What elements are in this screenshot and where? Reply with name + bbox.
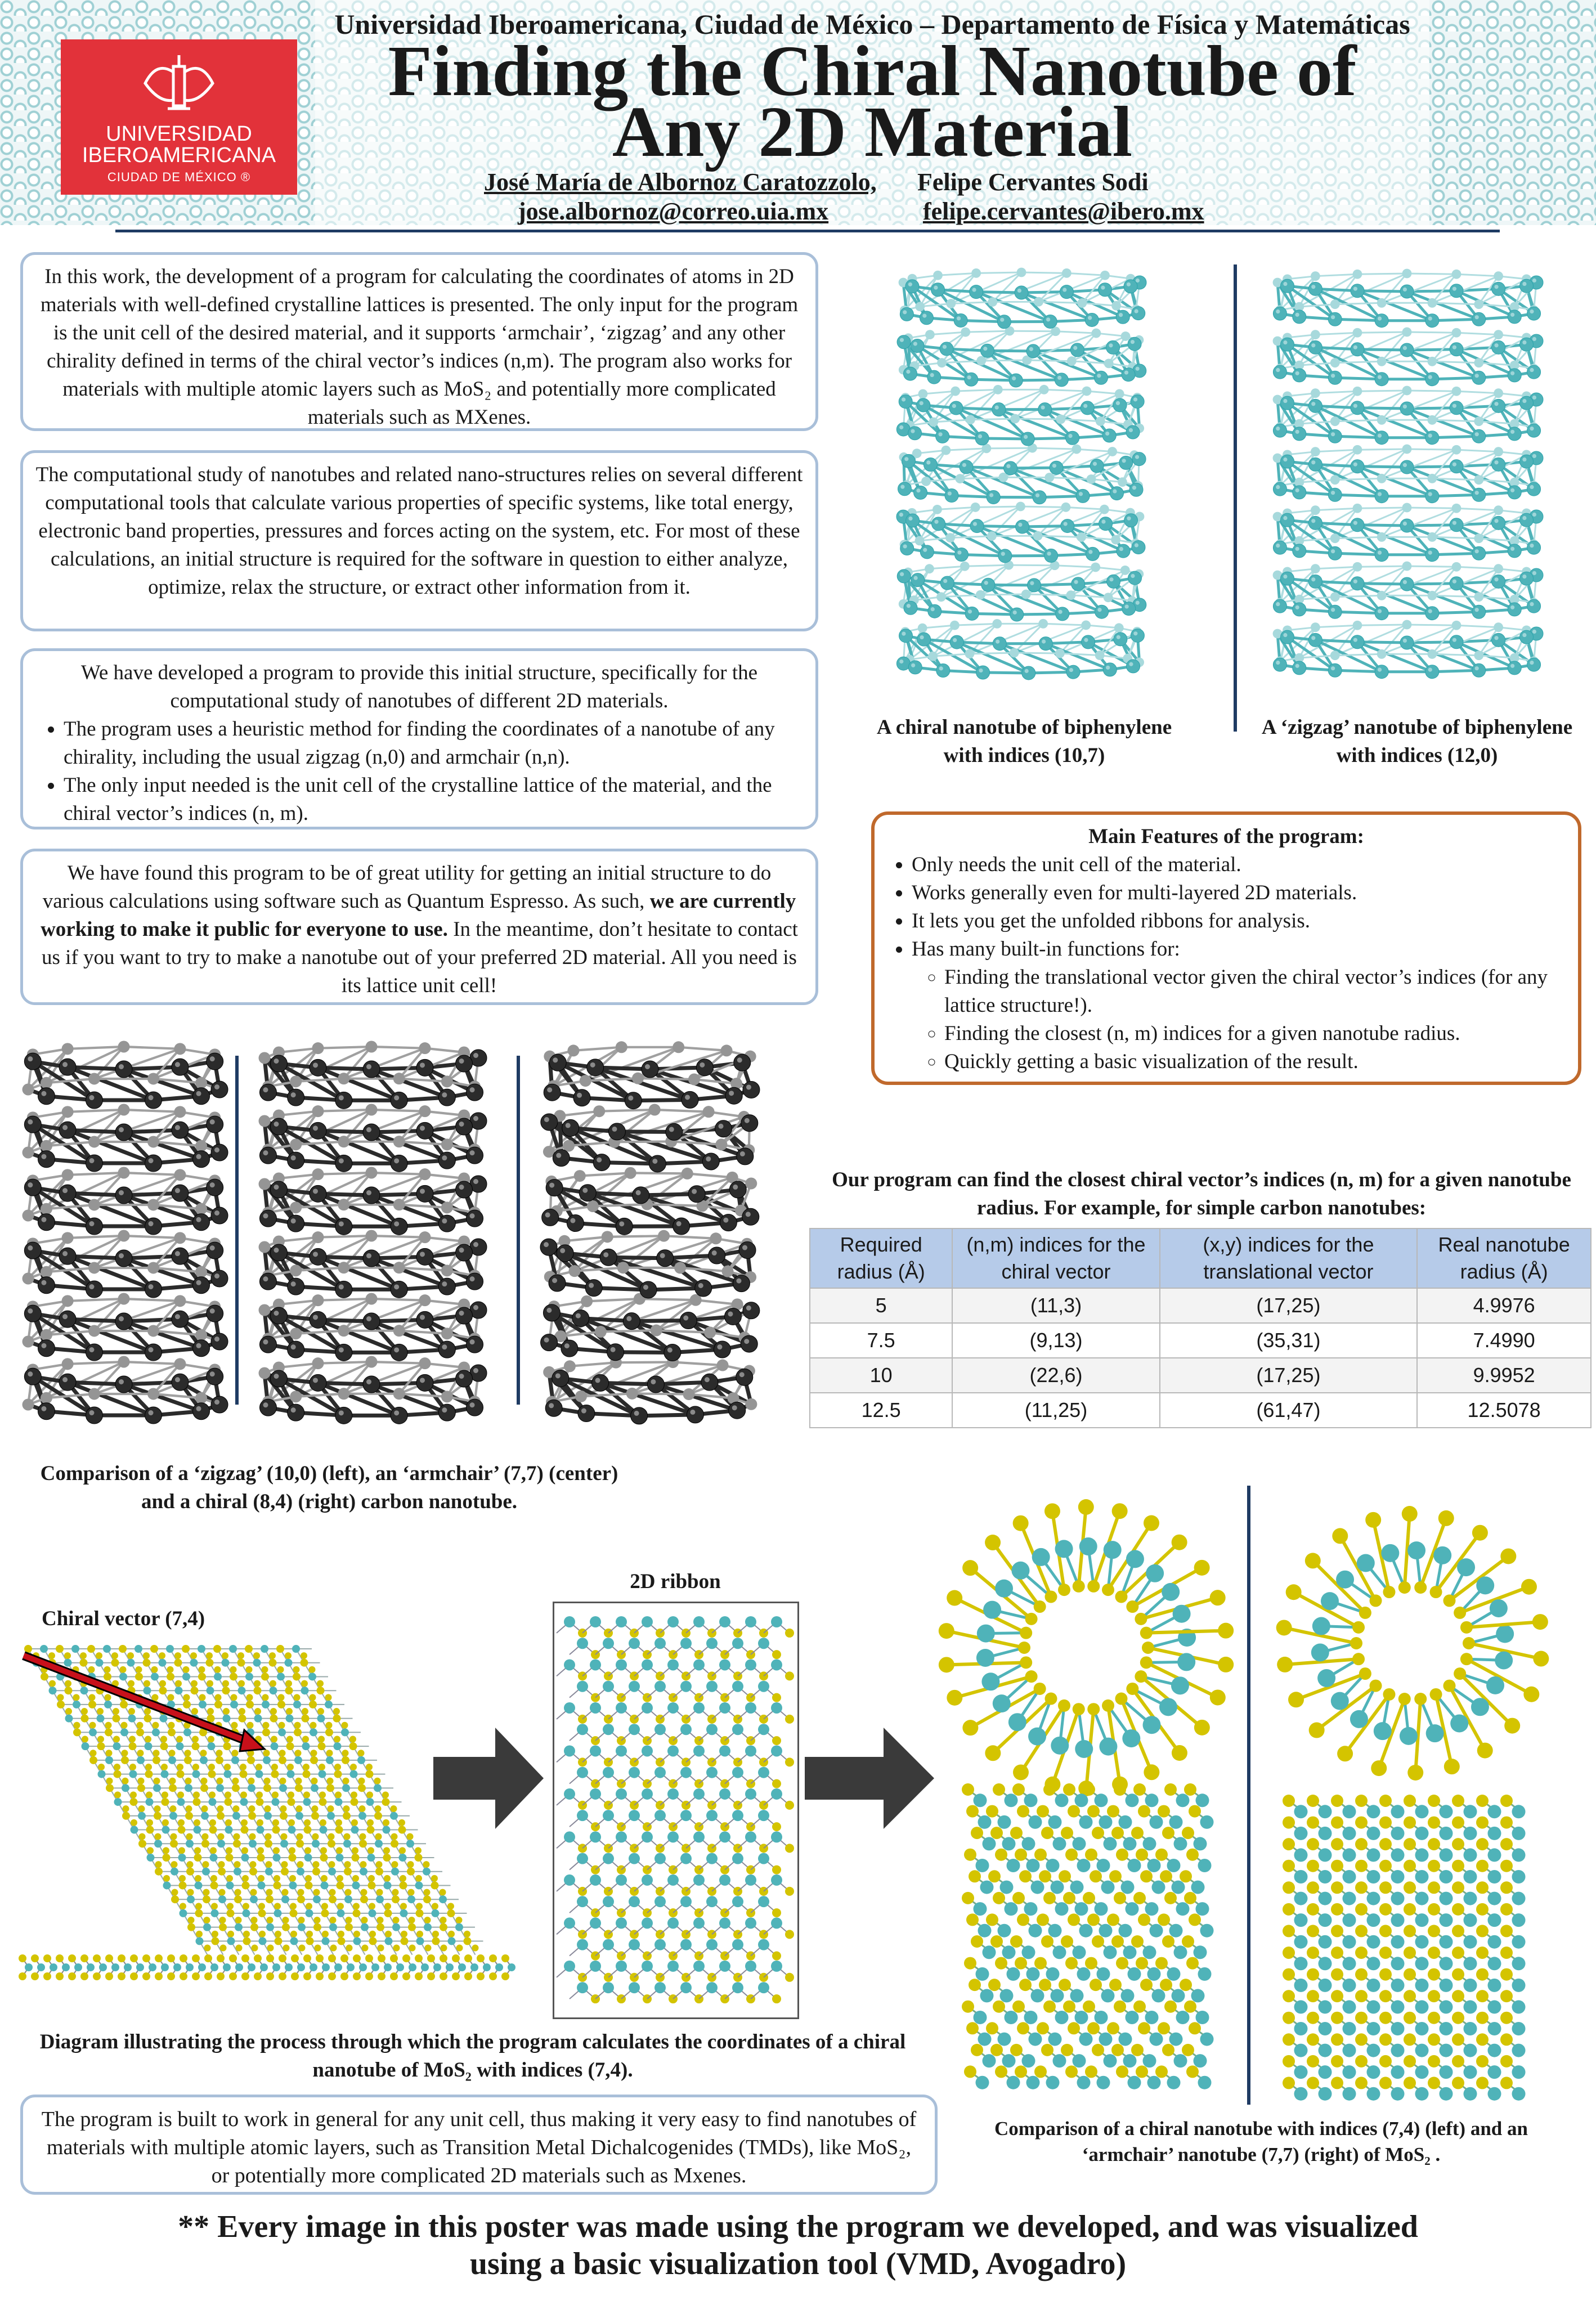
utility-box bbox=[20, 849, 818, 1005]
title-line-1: Finding the Chiral Nanotube of bbox=[388, 31, 1357, 111]
mos2-armchair-side-view-image bbox=[1277, 1790, 1542, 2105]
author-2-email[interactable]: felipe.cervantes@ibero.mx bbox=[923, 198, 1204, 225]
table-cell: (11,3) bbox=[952, 1288, 1159, 1323]
feature-item-2: • Works generally even for multi-layered 2D materials. bbox=[912, 879, 1564, 907]
features-title: Main Features of the program: bbox=[1088, 825, 1364, 848]
table-cell: 10 bbox=[810, 1358, 952, 1393]
feature-subitem-1: ◦ Finding the translational vector given the chiral vector’s indices (for any lattice structure!). bbox=[944, 963, 1564, 1020]
feature-item-4: • Has many built-in functions for: bbox=[912, 935, 1564, 963]
table-header-cell: Required radius (Å) bbox=[810, 1228, 952, 1288]
table-cell: 7.5 bbox=[810, 1323, 952, 1358]
feature-subitem-2: ◦ Finding the closest (n, m) indices for a given nanotube radius. bbox=[944, 1020, 1564, 1048]
footer-line-2: using a basic visualization tool (VMD, Avogadro) bbox=[469, 2246, 1127, 2281]
footer-note bbox=[23, 2208, 1573, 2282]
chiral-vector-label: Chiral vector (7,4) bbox=[42, 1607, 205, 1630]
table-cell: 4.9976 bbox=[1417, 1288, 1591, 1323]
program-bullet-1: • The program uses a heuristic method for finding the coordinates of a nanotube of any chirality, including the usual zigzag (n,0) and armchair (n,n). bbox=[64, 715, 803, 772]
motivation-box bbox=[20, 450, 818, 631]
table-cell: (17,25) bbox=[1160, 1288, 1418, 1323]
mos2-lattice-sheet-image bbox=[17, 1626, 495, 1998]
utility-text-bold: we are currently working to make it public for everyone to use. bbox=[41, 890, 796, 941]
motivation-text: The computational study of nanotubes and related nano-structures relies on several different computational tools that calculate various properties of specific systems, like total energy, electronic band properties, pressures and forces acting on the system, etc. For most of these calculations, an initial structure is required for the software in question to either analyze, optimize, relax the structure, or extract other information from it. bbox=[35, 463, 803, 599]
author-2-name: Felipe Cervantes Sodi bbox=[917, 168, 1149, 196]
utility-text-after: In the meantime, don’t hesitate to contact us if you want to try to make a nanotube out of your preferred 2D material. All you need is its lattice unit cell! bbox=[42, 918, 798, 997]
mos2-caption: Comparison of a chiral nanotube with indices (7,4) (left) and an ‘armchair’ nanotube (7,7) (right) of MoS₂ . bbox=[994, 2118, 1528, 2165]
process-caption: Diagram illustrating the process through which the program calculates the coordinates of a chiral nanotube of MoS₂ with indices (7,4). bbox=[39, 2030, 906, 2082]
intro-box bbox=[20, 252, 818, 431]
department-line: Universidad Iberoamericana, Ciudad de México – Departamento de Física y Matemáticas bbox=[334, 8, 1410, 40]
table-cell: (22,6) bbox=[952, 1358, 1159, 1393]
logo-line-1: UNIVERSIDAD bbox=[106, 122, 252, 146]
utility-text-before: We have found this program to be of great utility for getting an initial structure to do various calculations using software such as Quantum Espresso. As such, bbox=[42, 862, 772, 913]
feature-item-3: • It lets you get the unfolded ribbons for analysis. bbox=[912, 907, 1564, 935]
armchair-carbon-nanotube-image bbox=[248, 1035, 495, 1429]
features-box bbox=[871, 811, 1581, 1085]
radius-table bbox=[809, 1228, 1591, 1428]
general-box bbox=[20, 2095, 938, 2195]
table-cell: 12.5078 bbox=[1417, 1393, 1591, 1428]
process-arrow-2-icon bbox=[805, 1728, 934, 1829]
footer-line-1: ** Every image in this poster was made using the program we developed, and was visualized bbox=[178, 2209, 1418, 2244]
table-row bbox=[810, 1288, 1591, 1323]
carbon-divider-2 bbox=[517, 1056, 520, 1405]
table-header-cell: (x,y) indices for the translational vector bbox=[1160, 1228, 1418, 1288]
table-header-cell: Real nanotube radius (Å) bbox=[1417, 1228, 1591, 1288]
mos2-chiral-side-view-image bbox=[957, 1778, 1221, 2105]
logo-line-2: IBEROAMERICANA bbox=[82, 143, 276, 167]
ribbon-label: 2D ribbon bbox=[630, 1570, 721, 1593]
feature-item-1: • Only needs the unit cell of the material. bbox=[912, 851, 1564, 879]
mos2-ribbon-image bbox=[556, 1605, 796, 2016]
mos2-chiral-top-view-image bbox=[929, 1496, 1244, 1800]
chiral-carbon-nanotube-image bbox=[529, 1035, 771, 1429]
table-cell: 7.4990 bbox=[1417, 1323, 1591, 1358]
table-cell: (11,25) bbox=[952, 1393, 1159, 1428]
carbon-divider-1 bbox=[235, 1056, 239, 1405]
feature-subitem-3: ◦ Quickly getting a basic visualization of the result. bbox=[944, 1048, 1564, 1076]
title-line-2: Any 2D Material bbox=[612, 92, 1133, 172]
general-text: The program is built to work in general for any unit cell, thus making it very easy to find nanotubes of materials with multiple atomic layers, such as Transition Metal Dichalcogenides (TMDs), like MoS₂, or potentially more complicated 2D materials such as Mxenes. bbox=[41, 2107, 917, 2187]
logo-emblem-icon bbox=[134, 50, 224, 117]
table-cell: (9,13) bbox=[952, 1323, 1159, 1358]
mos2-divider bbox=[1247, 1486, 1250, 2105]
mos2-side-view-image bbox=[17, 1950, 523, 1984]
features-sublist bbox=[912, 963, 1564, 1076]
program-bullets bbox=[35, 715, 803, 828]
table-intro: Our program can find the closest chiral vector’s indices (n, m) for a given nanotube radius. For example, for simple carbon nanotubes: bbox=[832, 1168, 1571, 1219]
table-row bbox=[810, 1393, 1591, 1428]
table-row bbox=[810, 1358, 1591, 1393]
process-arrow-1-icon bbox=[433, 1728, 544, 1829]
table-cell: 9.9952 bbox=[1417, 1358, 1591, 1393]
logo-line-3: CIUDAD DE MÉXICO ® bbox=[107, 170, 251, 184]
table-cell: (17,25) bbox=[1160, 1358, 1418, 1393]
zigzag-carbon-nanotube-image bbox=[11, 1035, 236, 1429]
table-header-cell: (n,m) indices for the chiral vector bbox=[952, 1228, 1159, 1288]
table-row bbox=[810, 1323, 1591, 1358]
program-text: We have developed a program to provide this initial structure, specifically for the computational study of nanotubes of different 2D materials. bbox=[80, 661, 758, 712]
table-cell: (35,31) bbox=[1160, 1323, 1418, 1358]
header-divider bbox=[115, 230, 1500, 232]
table-cell: 12.5 bbox=[810, 1393, 952, 1428]
author-1-email[interactable]: jose.albornoz@correo.uia.mx bbox=[518, 198, 829, 225]
table-header-row bbox=[810, 1228, 1591, 1288]
mos2-armchair-top-view-image bbox=[1266, 1503, 1559, 1784]
biphenylene-chiral-nanotube-image bbox=[889, 260, 1154, 705]
table-cell: (61,47) bbox=[1160, 1393, 1418, 1428]
features-list bbox=[888, 851, 1564, 1076]
program-box bbox=[20, 648, 818, 829]
table-cell: 5 bbox=[810, 1288, 952, 1323]
carbon-caption: Comparison of a ‘zigzag’ (10,0) (left), an ‘armchair’ (7,7) (center) and a chiral (8,4) (right) carbon nanotube. bbox=[40, 1462, 618, 1513]
biphenylene-divider bbox=[1234, 264, 1237, 732]
biphenylene-right-caption: A ‘zigzag’ nanotube of biphenylene with indices (12,0) bbox=[1261, 716, 1573, 767]
university-logo bbox=[61, 39, 297, 195]
intro-text: In this work, the development of a program for calculating the coordinates of atoms in 2D materials with well-defined crystalline lattices is presented. The only input for the program is the unit cell of the desired material, and it supports ‘armchair’, ‘zigzag’ and any other chirality defined in terms of the chiral vector’s indices (n,m). The program also works for materials with multiple atomic layers such as MoS₂ and potentially more complicated materials such as MXenes. bbox=[40, 265, 799, 429]
poster-title bbox=[315, 31, 1429, 172]
program-bullet-2: • The only input needed is the unit cell of the crystalline lattice of the material, and the chiral vector’s indices (n, m). bbox=[64, 772, 803, 828]
biphenylene-left-caption: A chiral nanotube of biphenylene with indices (10,7) bbox=[876, 716, 1172, 767]
biphenylene-zigzag-nanotube-image bbox=[1261, 260, 1553, 699]
author-1-name: José María de Albornoz Caratozzolo, bbox=[484, 168, 877, 196]
